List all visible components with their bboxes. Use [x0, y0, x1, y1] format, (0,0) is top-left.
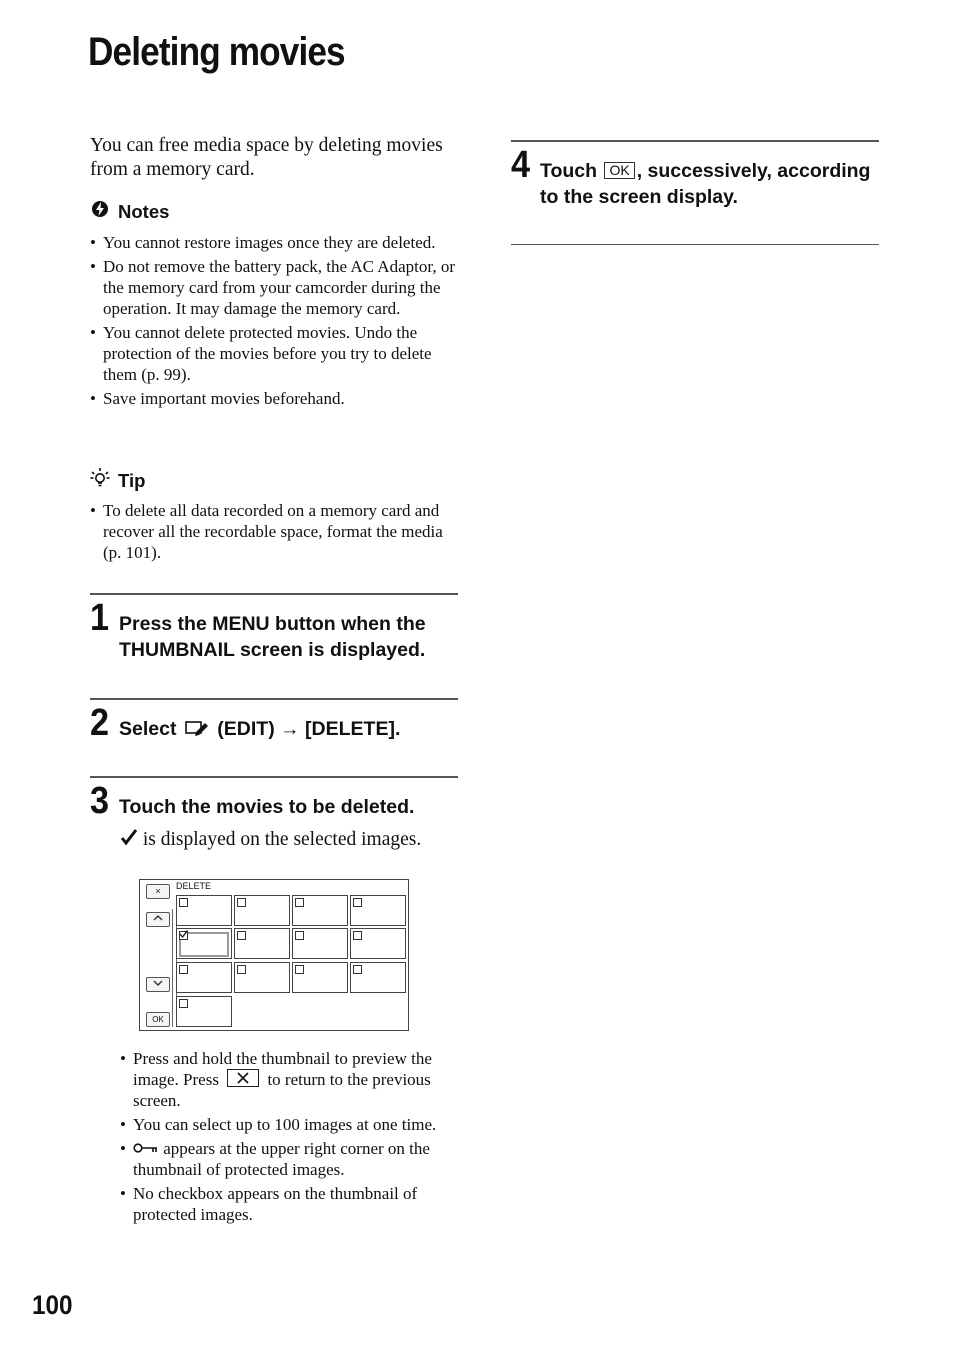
- checkmark-icon: [120, 828, 138, 853]
- step-3-notes: [120, 1048, 460, 1228]
- chevron-down-icon: [152, 978, 164, 988]
- tip-heading: Tip: [118, 469, 146, 491]
- thumbnail[interactable]: [350, 928, 406, 959]
- bullet-1-pre: Press and hold the thumbnail to preview the image. Press: [133, 1049, 432, 1089]
- checkbox[interactable]: [179, 999, 188, 1008]
- bullet-3-text: appears at the upper right corner on the thumbnail of protected images.: [133, 1139, 430, 1179]
- checkbox[interactable]: [179, 898, 188, 907]
- ok-button-icon: OK: [604, 162, 634, 179]
- intro-text: You can free media space by deleting movies from a memory card.: [90, 135, 443, 180]
- checkbox[interactable]: [353, 931, 362, 940]
- step-4-post: , successively, according to the screen display.: [540, 160, 871, 208]
- close-icon: [227, 1069, 259, 1087]
- checkbox[interactable]: [295, 898, 304, 907]
- step-4-pre: Touch: [540, 160, 598, 182]
- step-1-number: 1: [90, 597, 110, 639]
- key-icon: [133, 1138, 159, 1159]
- list-item: • You can select up to 100 images at one time.: [120, 1114, 460, 1135]
- step-3-subtext: [120, 828, 421, 853]
- delete-screen-illustration: [139, 879, 409, 1031]
- step-2-post: (EDIT) → [DELETE].: [217, 718, 401, 740]
- list-item: • Do not remove the battery pack, the AC Adaptor, or the memory card from your camcorder during the operation. It may damage the memory card.: [90, 256, 456, 319]
- thumbnail[interactable]: [350, 962, 406, 993]
- thumbnail[interactable]: [292, 895, 348, 926]
- step-2-number: 2: [90, 702, 110, 744]
- step-4-text: [540, 158, 878, 210]
- step-3-number: 3: [90, 780, 110, 822]
- thumbnail[interactable]: [176, 962, 232, 993]
- list-item: • You cannot delete protected movies. Undo the protection of the movies before you try to delete them (p. 99).: [90, 322, 456, 385]
- thumbnail-selected[interactable]: [176, 928, 232, 959]
- list-item: [120, 1048, 460, 1111]
- thumbnail[interactable]: [234, 962, 290, 993]
- list-item: • You cannot restore images once they are deleted.: [90, 232, 456, 253]
- checkbox[interactable]: [237, 898, 246, 907]
- checkbox[interactable]: [353, 898, 362, 907]
- list-item: • Save important movies beforehand.: [90, 388, 456, 409]
- checkbox[interactable]: [295, 965, 304, 974]
- thumbnail[interactable]: [176, 996, 232, 1027]
- checkbox[interactable]: [179, 965, 188, 974]
- thumbnail[interactable]: [234, 928, 290, 959]
- step-3-sub: is displayed on the selected images.: [142, 829, 422, 850]
- chevron-up-icon: [152, 913, 164, 923]
- close-button[interactable]: ×: [146, 884, 170, 899]
- thumbnail[interactable]: [292, 962, 348, 993]
- step-divider: [90, 776, 458, 778]
- tip-list: [90, 500, 456, 563]
- thumbnail[interactable]: [350, 895, 406, 926]
- step-divider: [511, 244, 879, 245]
- list-item: [120, 1138, 460, 1180]
- step-3-text: Touch the movies to be deleted.: [119, 796, 415, 818]
- checkbox[interactable]: [295, 931, 304, 940]
- step-divider: [90, 593, 458, 595]
- tip-section: [90, 467, 456, 566]
- notes-icon: [90, 199, 110, 224]
- step-4-number: 4: [511, 144, 531, 186]
- checkbox[interactable]: [237, 931, 246, 940]
- step-2-text: [119, 716, 459, 745]
- screen-label: DELETE: [176, 881, 212, 891]
- notes-section: [90, 199, 456, 412]
- scroll-down-button[interactable]: [146, 977, 170, 992]
- notes-heading: Notes: [118, 200, 170, 222]
- checkmark-icon: [179, 930, 188, 939]
- thumbnail[interactable]: [234, 895, 290, 926]
- step-1-text: Press the MENU button when the THUMBNAIL screen is displayed.: [119, 613, 426, 661]
- notes-list: [90, 232, 456, 409]
- list-item: • To delete all data recorded on a memory card and recover all the recordable space, format the media (p. 101).: [90, 500, 456, 563]
- thumbnail[interactable]: [292, 928, 348, 959]
- checkbox[interactable]: [237, 965, 246, 974]
- lightbulb-icon: [90, 467, 110, 494]
- step-divider: [90, 698, 458, 700]
- checkbox-checked[interactable]: [179, 931, 188, 940]
- thumbnail[interactable]: [176, 895, 232, 926]
- edit-icon: [184, 718, 210, 745]
- list-item: • No checkbox appears on the thumbnail of protected images.: [120, 1183, 460, 1225]
- step-divider: [511, 140, 879, 142]
- scroll-up-button[interactable]: [146, 912, 170, 927]
- step-2-pre: Select: [119, 718, 177, 740]
- bullet-1-post: to return to the previous screen.: [133, 1070, 431, 1110]
- step-3-list: [120, 1048, 460, 1225]
- checkbox[interactable]: [353, 965, 362, 974]
- page-number: 100: [32, 1290, 73, 1320]
- ok-button[interactable]: OK: [146, 1012, 170, 1027]
- page-title: Deleting movies: [88, 30, 345, 74]
